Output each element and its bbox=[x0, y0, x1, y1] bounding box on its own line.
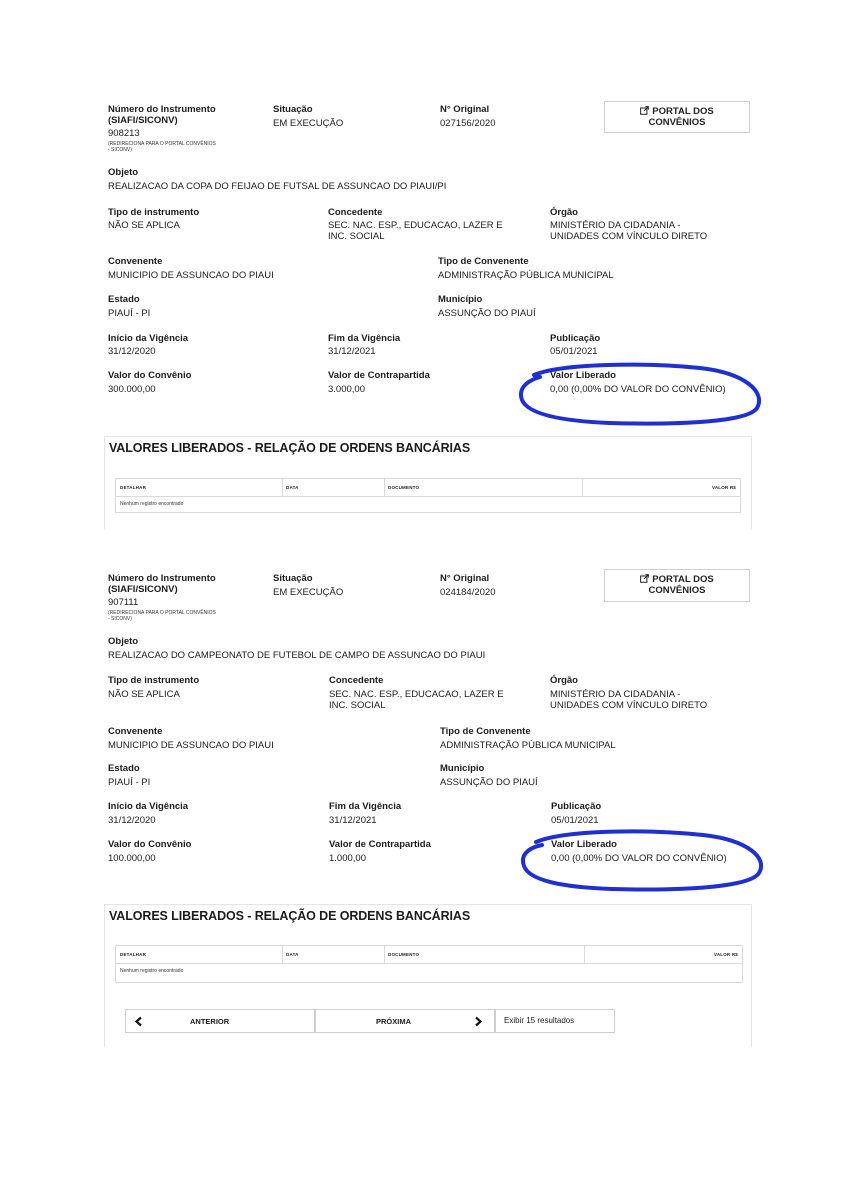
col-detalhar[interactable]: DETALHAR bbox=[120, 485, 147, 490]
contrapartida-value: 3.000,00 bbox=[328, 384, 365, 395]
objeto-label: Objeto bbox=[108, 636, 139, 647]
ordens-bancarias-table bbox=[115, 478, 741, 513]
municipio-label: Município bbox=[438, 294, 483, 305]
empty-row: Nenhum registro encontrado bbox=[120, 501, 184, 507]
valores-liberados-title: VALORES LIBERADOS - RELAÇÃO DE ORDENS BANCÁRIAS bbox=[109, 909, 471, 923]
redireciona-note: (REDIRECIONA PARA O PORTAL CONVÊNIOS - SICONV) bbox=[108, 141, 216, 153]
original-value: 024184/2020 bbox=[440, 587, 496, 598]
concedente-label: Concedente bbox=[329, 675, 384, 686]
tipo-convenente-label: Tipo de Convenente bbox=[440, 726, 531, 737]
redireciona-note: (REDIRECIONA PARA O PORTAL CONVÊNIOS - SICONV) bbox=[108, 610, 216, 622]
page-size-select[interactable]: Exibir 15 resultados bbox=[495, 1009, 615, 1033]
instrumento-label: Número do Instrumento (SIAFI/SICONV) bbox=[108, 104, 216, 126]
valor-liberado-value: 0,00 (0,00% DO VALOR DO CONVÊNIO) bbox=[550, 384, 726, 395]
estado-value: PIAUÍ - PI bbox=[108, 777, 151, 788]
original-value: 027156/2020 bbox=[440, 118, 496, 129]
municipio-value: ASSUNÇÃO DO PIAUÍ bbox=[438, 308, 536, 319]
inicio-vigencia-value: 31/12/2020 bbox=[108, 815, 156, 826]
tipo-instrumento-value: NÃO SE APLICA bbox=[108, 220, 180, 231]
col-valor[interactable]: VALOR R$ bbox=[711, 485, 736, 490]
instrumento-number-link[interactable]: 908213 bbox=[108, 128, 140, 139]
instrumento-label: Número do Instrumento (SIAFI/SICONV) bbox=[108, 573, 216, 595]
orgao-label: Órgão bbox=[550, 675, 578, 686]
col-data[interactable]: DATA bbox=[286, 485, 299, 490]
chevron-right-icon bbox=[473, 1016, 483, 1027]
municipio-value: ASSUNÇÃO DO PIAUÍ bbox=[440, 777, 538, 788]
col-detalhar[interactable]: DETALHAR bbox=[120, 952, 147, 957]
contrapartida-value: 1.000,00 bbox=[329, 853, 366, 864]
municipio-label: Município bbox=[440, 763, 485, 774]
objeto-value: REALIZACAO DO CAMPEONATO DE FUTEBOL DE CAMPO DE ASSUNCAO DO PIAUI bbox=[108, 650, 486, 661]
orgao-label: Órgão bbox=[550, 207, 578, 218]
situacao-value: EM EXECUÇÃO bbox=[273, 587, 344, 598]
estado-label: Estado bbox=[108, 294, 140, 305]
fim-vigencia-value: 31/12/2021 bbox=[329, 815, 377, 826]
external-link-icon bbox=[640, 574, 649, 583]
publicacao-label: Publicação bbox=[550, 333, 601, 344]
valores-liberados-panel bbox=[104, 436, 752, 529]
valor-liberado-label: Valor Liberado bbox=[551, 839, 617, 850]
tipo-convenente-value: ADMINISTRAÇÃO PÚBLICA MUNICIPAL bbox=[440, 740, 616, 751]
ordens-bancarias-table bbox=[115, 945, 743, 983]
contrapartida-label: Valor de Contrapartida bbox=[329, 839, 431, 850]
fim-vigencia-value: 31/12/2021 bbox=[328, 346, 376, 357]
contrapartida-label: Valor de Contrapartida bbox=[328, 370, 430, 381]
inicio-vigencia-label: Início da Vigência bbox=[108, 333, 189, 344]
publicacao-value: 05/01/2021 bbox=[550, 346, 598, 357]
publicacao-label: Publicação bbox=[551, 801, 602, 812]
col-valor[interactable]: VALOR R$ bbox=[713, 952, 738, 957]
objeto-value: REALIZACAO DA COPA DO FEIJAO DE FUTSAL DE ASSUNCAO DO PIAUI/PI bbox=[108, 181, 447, 192]
tipo-convenente-value: ADMINISTRAÇÃO PÚBLICA MUNICIPAL bbox=[438, 270, 614, 281]
valor-convenio-label: Valor do Convênio bbox=[108, 839, 192, 850]
table-header bbox=[116, 479, 740, 497]
orgao-value: MINISTÉRIO DA CIDADANIA - UNIDADES COM VÍNCULO DIRETO bbox=[550, 689, 708, 711]
objeto-label: Objeto bbox=[108, 167, 139, 178]
convenente-label: Convenente bbox=[108, 256, 163, 267]
estado-label: Estado bbox=[108, 763, 140, 774]
valor-convenio-label: Valor do Convênio bbox=[108, 370, 192, 381]
concedente-label: Concedente bbox=[328, 207, 383, 218]
tipo-instrumento-label: Tipo de instrumento bbox=[108, 675, 200, 686]
table-header bbox=[116, 946, 742, 964]
inicio-vigencia-label: Início da Vigência bbox=[108, 801, 189, 812]
anterior-button[interactable]: ANTERIOR bbox=[125, 1009, 315, 1033]
col-documento[interactable]: DOCUMENTO bbox=[388, 952, 420, 957]
valor-liberado-label: Valor Liberado bbox=[550, 370, 616, 381]
external-link-icon bbox=[640, 106, 649, 115]
situacao-value: EM EXECUÇÃO bbox=[273, 118, 344, 129]
portal-convenios-button[interactable]: PORTAL DOS CONVÊNIOS bbox=[604, 569, 750, 602]
fim-vigencia-label: Fim da Vigência bbox=[328, 333, 401, 344]
instrumento-number-link[interactable]: 907111 bbox=[108, 597, 139, 608]
tipo-convenente-label: Tipo de Convenente bbox=[438, 256, 529, 267]
concedente-value: SEC. NAC. ESP., EDUCACAO, LAZER E INC. SOCIAL bbox=[329, 689, 504, 711]
fim-vigencia-label: Fim da Vigência bbox=[329, 801, 402, 812]
valor-convenio-value: 300.000,00 bbox=[108, 384, 156, 395]
col-data[interactable]: DATA bbox=[286, 952, 299, 957]
valor-liberado-value: 0,00 (0,00% DO VALOR DO CONVÊNIO) bbox=[551, 853, 727, 864]
original-label: N° Original bbox=[440, 104, 490, 115]
valores-liberados-panel bbox=[104, 904, 752, 1047]
empty-row: Nenhum registro encontrado bbox=[120, 968, 184, 974]
tipo-instrumento-value: NÃO SE APLICA bbox=[108, 689, 180, 700]
situacao-label: Situação bbox=[273, 573, 313, 584]
publicacao-value: 05/01/2021 bbox=[551, 815, 599, 826]
proxima-button[interactable]: PRÓXIMA bbox=[315, 1009, 495, 1033]
valor-convenio-value: 100.000,00 bbox=[108, 853, 156, 864]
chevron-left-icon bbox=[134, 1016, 144, 1027]
col-documento[interactable]: DOCUMENTO bbox=[388, 485, 420, 490]
convenente-label: Convenente bbox=[108, 726, 163, 737]
inicio-vigencia-value: 31/12/2020 bbox=[108, 346, 156, 357]
convenente-value: MUNICIPIO DE ASSUNCAO DO PIAUI bbox=[108, 740, 274, 751]
valores-liberados-title: VALORES LIBERADOS - RELAÇÃO DE ORDENS BANCÁRIAS bbox=[109, 441, 471, 455]
concedente-value: SEC. NAC. ESP., EDUCACAO, LAZER E INC. SOCIAL bbox=[328, 220, 503, 242]
convenente-value: MUNICIPIO DE ASSUNCAO DO PIAUI bbox=[108, 270, 274, 281]
orgao-value: MINISTÉRIO DA CIDADANIA - UNIDADES COM VÍNCULO DIRETO bbox=[550, 220, 708, 242]
original-label: N° Original bbox=[440, 573, 490, 584]
estado-value: PIAUÍ - PI bbox=[108, 308, 151, 319]
situacao-label: Situação bbox=[273, 104, 313, 115]
portal-convenios-button[interactable]: PORTAL DOS CONVÊNIOS bbox=[604, 101, 750, 133]
tipo-instrumento-label: Tipo de instrumento bbox=[108, 207, 200, 218]
